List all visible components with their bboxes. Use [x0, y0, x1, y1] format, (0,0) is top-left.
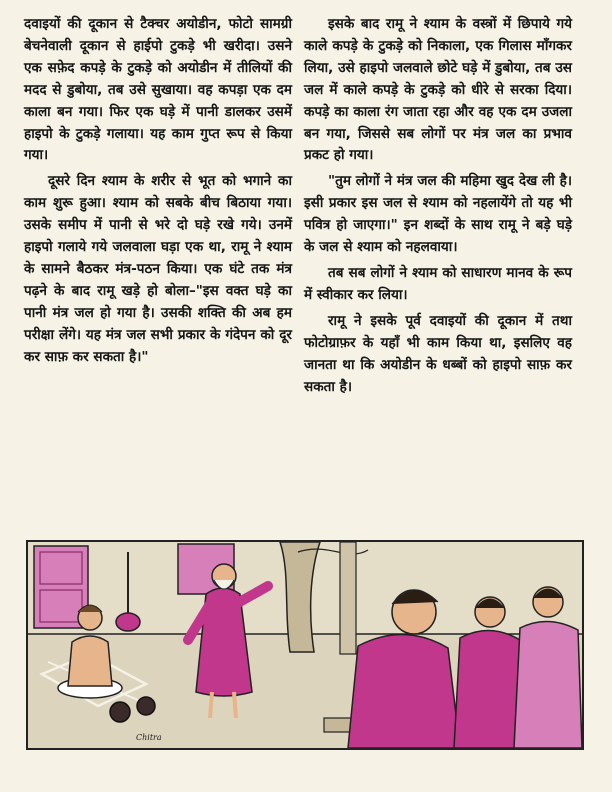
left-text-column [24, 14, 292, 369]
paragraph: तब सब लोगों ने श्याम को साधारण मानव के रूप में स्वीकार कर लिया। [304, 264, 572, 303]
artist-signature: Chitra [136, 733, 162, 742]
paragraph: दवाइयों की दूकान से टैक्चर अयोडीन, फोटो सामग्री बेचनेवाली दूकान से हाईपो टुकड़े भी खरीदा। उसने एक सफ़ेद कपड़े के टुकड़े को अयोडीन में तीलियों की मदद से डुबोया, तब उसे सुखाया। वह कपड़ा एक दम काला बन गया। फिर एक घड़े में पानी डालकर उसमें हाइपो के टुकड़े गलाया। यह काम गुप्त रूप से किया गया। [24, 16, 292, 164]
paragraph: इसके बाद रामू ने श्याम के वस्त्रों में छिपाये गये काले कपड़े के टुकड़े को निकाला, एक गिलास माँगकर लिया, उसे हाइपो जलवाले छोटे घड़े में डुबोया, तब उस जल में काले कपड़े के टुकड़े को धीरे से सरका दिया। कपड़े का काला रंग जाता रहा और वह एक दम उजला बन गया, जिससे सब लोगों पर मंत्र जल का प्रभाव प्रकट हो गया। [304, 16, 572, 164]
illustration-scene [28, 542, 582, 748]
water-pot [137, 697, 155, 715]
pillar [340, 542, 356, 654]
right-text-column [304, 14, 572, 398]
paragraph: दूसरे दिन श्याम के शरीर से भूत को भगाने का काम शुरू हुआ। श्याम को सबके बीच बिठाया गया। उसके समीप में पानी से भरे दो घड़े रखे गये। उनमें हाइपो गलाये गये जलवाला घड़ा एक था, रामू ने श्याम के सामने बैठकर मंत्र-पठन किया। एक घंटे तक मंत्र पढ़ने के बाद रामू खड़े हो बोला–"इस वक्त घड़े का पानी मंत्र जल हो गया है। उसकी शक्ति की अब हम परीक्षा लेंगे। यह मंत्र जल सभी प्रकार के गंदेपन को दूर कर साफ़ कर सकता है।" [24, 173, 292, 365]
water-pot [110, 702, 130, 722]
paragraph: "तुम लोगों ने मंत्र जल की महिमा खुद देख ली है। इसी प्रकार इस जल से श्याम को नहलायेंगे तो यह भी पवित्र हो जाएगा।" इन शब्दों के साथ रामू ने बड़े घड़े के जल से श्याम को नहलवाया। [304, 173, 572, 256]
tanpura-body [116, 613, 140, 631]
story-illustration [26, 540, 584, 750]
paragraph: रामू ने इसके पूर्व दवाइयों की दूकान में तथा फोटोग्राफ़र के यहाँ भी काम किया था, इसलिए वह जानता था कि अयोडीन के धब्बों को हाइपो साफ़ कर सकता है। [304, 312, 572, 395]
